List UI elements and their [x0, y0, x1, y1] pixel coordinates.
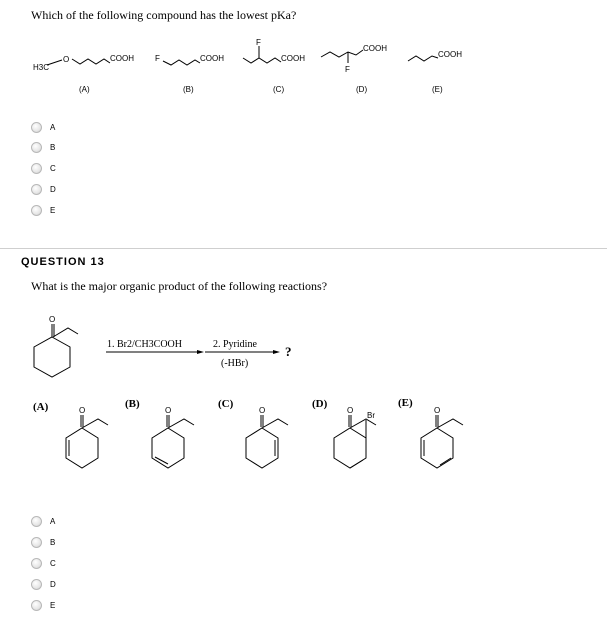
q13-radio-c[interactable]: [31, 558, 42, 569]
arrow-1-head: [197, 350, 204, 354]
struct-e-cooh: COOH: [438, 50, 462, 59]
q13-option-d-label: D: [50, 579, 56, 589]
q13-option-a[interactable]: [31, 514, 55, 528]
product-label-a: (A): [33, 401, 49, 413]
q13-option-e-label: E: [50, 600, 56, 610]
q12-radio-e[interactable]: [31, 205, 42, 216]
q12-option-c[interactable]: [31, 161, 56, 175]
q13-option-b[interactable]: [31, 535, 55, 549]
struct-label-d: (D): [356, 85, 368, 94]
q12-option-a[interactable]: [31, 120, 55, 134]
product-e-bonds: [424, 415, 463, 465]
product-a-bonds: [69, 415, 108, 456]
reagent-step-2-sub: (-HBr): [221, 358, 249, 369]
struct-a-oxygen: O: [63, 55, 70, 64]
struct-c-bonds: [243, 46, 281, 63]
product-e-oxygen: O: [434, 406, 441, 415]
q12-option-e-label: E: [50, 205, 56, 215]
q12-option-a-label: A: [50, 122, 56, 132]
struct-label-c: (C): [273, 85, 285, 94]
q13-radio-a[interactable]: [31, 516, 42, 527]
product-c-ring: [246, 428, 278, 468]
product-b-oxygen: O: [165, 406, 172, 415]
reagent-step-2: 2. Pyridine: [213, 339, 257, 350]
struct-c-cooh: COOH: [281, 54, 305, 63]
unknown-product-mark: ?: [285, 344, 292, 359]
q13-option-b-label: B: [50, 537, 56, 547]
struct-label-e: (E): [432, 85, 443, 94]
struct-b-cooh: COOH: [200, 54, 224, 63]
q13-radio-e[interactable]: [31, 600, 42, 611]
product-label-e: (E): [398, 397, 413, 409]
q13-option-d[interactable]: [31, 577, 56, 591]
struct-c-fluorine: F: [256, 38, 261, 47]
q13-option-c-label: C: [50, 558, 56, 568]
product-label-c: (C): [218, 398, 234, 410]
q12-radio-a[interactable]: [31, 122, 42, 133]
q13-radio-b[interactable]: [31, 537, 42, 548]
q13-option-c[interactable]: [31, 556, 56, 570]
product-a-oxygen: O: [79, 406, 86, 415]
q13-option-a-label: A: [50, 516, 56, 526]
struct-d-bonds: [321, 50, 363, 63]
q13-option-e[interactable]: [31, 598, 55, 612]
question-divider: [0, 248, 607, 249]
q13-heading: QUESTION 13: [21, 256, 105, 268]
q12-option-b-label: B: [50, 142, 56, 152]
q12-option-c-label: C: [50, 163, 56, 173]
q12-radio-c[interactable]: [31, 163, 42, 174]
struct-a-bonds: [47, 59, 110, 65]
reagent-step-1: 1. Br2/CH3COOH: [107, 339, 183, 350]
q12-question-text: Which of the following compound has the lowest pKa?: [31, 8, 297, 22]
struct-b-bonds: [163, 60, 200, 65]
q13-radio-d[interactable]: [31, 579, 42, 590]
product-d-bromine: Br: [367, 411, 375, 420]
q12-option-b[interactable]: [31, 140, 55, 154]
product-e-ring: [421, 428, 453, 468]
product-d-ring: [334, 428, 366, 468]
reactant-oxygen: O: [49, 315, 56, 324]
reactant-ring: [34, 337, 70, 377]
struct-a-h3c: H3C: [33, 63, 50, 72]
product-b-ring: [152, 428, 184, 468]
q12-radio-b[interactable]: [31, 142, 42, 153]
q12-option-d-label: D: [50, 184, 56, 194]
product-c-oxygen: O: [259, 406, 266, 415]
product-d-bonds: [349, 415, 376, 468]
q12-option-d[interactable]: [31, 182, 56, 196]
product-label-d: (D): [312, 398, 328, 410]
struct-b-fluorine: F: [155, 54, 160, 63]
product-d-oxygen: O: [347, 406, 354, 415]
struct-e-bonds: [408, 56, 438, 61]
struct-d-fluorine: F: [345, 65, 350, 74]
reactant-acetyl-bonds: [52, 324, 78, 337]
q13-question-text: What is the major organic product of the following reactions?: [31, 279, 328, 293]
q13-product-structures: [0, 390, 607, 500]
struct-a-cooh: COOH: [110, 54, 134, 63]
product-label-b: (B): [125, 398, 140, 410]
struct-label-b: (B): [183, 85, 194, 94]
q13-reaction-scheme: [0, 310, 607, 390]
product-b-bonds: [155, 415, 194, 464]
struct-d-cooh: COOH: [363, 44, 387, 53]
struct-label-a: (A): [79, 85, 90, 94]
product-a-ring: [66, 428, 98, 468]
q12-radio-d[interactable]: [31, 184, 42, 195]
q12-structures-figure: [0, 30, 607, 102]
arrow-2-head: [273, 350, 280, 354]
q12-option-e[interactable]: [31, 203, 55, 217]
